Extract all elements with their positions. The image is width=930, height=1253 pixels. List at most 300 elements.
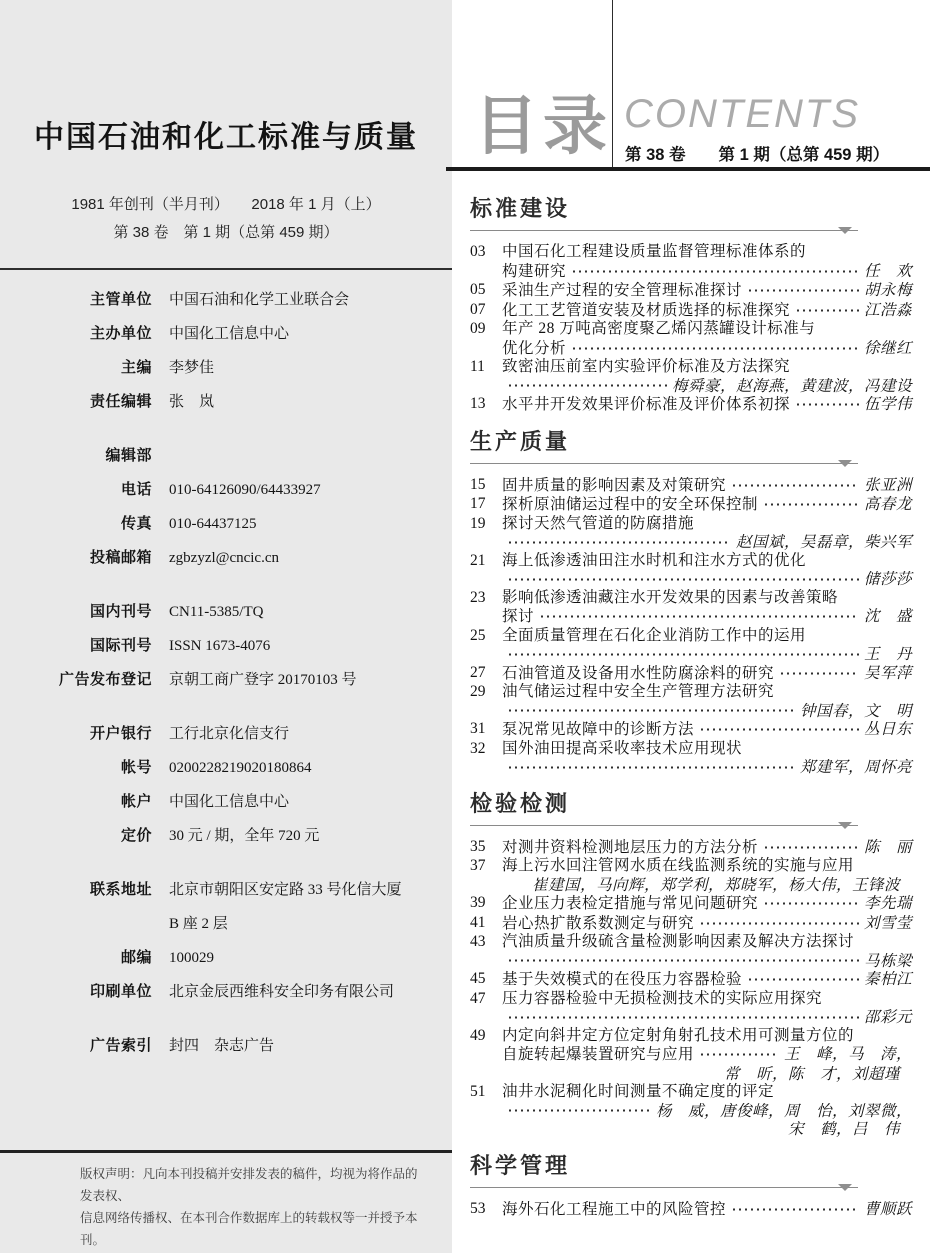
- info-value: [169, 670, 357, 690]
- entry-title-text: 固井质量的影响因素及对策研究: [502, 476, 727, 494]
- entry-title-text: 探讨天然气管道的防腐措施: [502, 514, 695, 532]
- info-value: [169, 548, 279, 568]
- header-horizontal-rule: [446, 167, 930, 171]
- info-label: 广告发布登记: [58, 671, 152, 688]
- entry-authors: 陈 丽: [863, 837, 912, 856]
- info-value-line1: 中国化工信息中心: [169, 794, 290, 810]
- entry-title-text: 油气储运过程中安全生产管理方法研究: [502, 683, 775, 700]
- entry-rows: [502, 720, 912, 740]
- dot-leader: [507, 383, 667, 388]
- info-row: [0, 1036, 452, 1056]
- triangle-marker-icon: [838, 822, 852, 829]
- journal-info-panel: [0, 0, 452, 1253]
- entry-row: [502, 914, 912, 934]
- entry-row: [502, 933, 912, 952]
- dot-leader: [763, 502, 859, 507]
- dot-leader: [699, 1052, 779, 1057]
- entry-authors: 高春龙: [863, 495, 912, 513]
- info-label: 投稿邮箱: [89, 549, 152, 566]
- entry-row: [502, 515, 912, 534]
- entry-rows: [502, 476, 912, 496]
- entry-authors: 张亚洲: [863, 475, 912, 494]
- section-underline: [470, 1187, 858, 1188]
- entry-title-text: 构建研究: [502, 262, 567, 280]
- entry-rows: [502, 358, 912, 395]
- entry-title-text: 油井水泥稠化时间测量不确定度的评定: [502, 1083, 775, 1100]
- info-row: [0, 948, 452, 968]
- entry-rows: [502, 301, 912, 321]
- entry-authors: 徐继红: [863, 338, 912, 357]
- entry-authors: 曹顺跃: [863, 1199, 912, 1218]
- toc-section: [470, 1153, 912, 1220]
- entry-page-number: 37: [470, 857, 486, 874]
- entry-authors: 梅舜豪，赵海燕，黄建波，冯建设: [671, 376, 912, 395]
- entry-authors: 胡永梅: [863, 281, 912, 299]
- entry-page-number: 31: [470, 720, 486, 737]
- entry-row: [502, 740, 912, 759]
- entry-rows: [502, 683, 912, 720]
- entry-rows: [502, 970, 912, 990]
- info-row: [0, 392, 452, 412]
- dot-leader: [507, 577, 859, 582]
- dot-leader: [763, 901, 859, 906]
- entry-rows: [502, 740, 912, 777]
- entry-row: [502, 377, 912, 396]
- copyright-line2: 信息网络传播权、在本刊合作数据库上的转载权等一并授予本刊。: [80, 1211, 418, 1247]
- toc-entry: [470, 1027, 912, 1084]
- dot-leader: [507, 652, 859, 657]
- entry-authors: 刘雪莹: [863, 913, 912, 932]
- entry-page-number: 45: [470, 970, 486, 987]
- entry-title-text: 影响低渗透油藏注水开发效果的因素与改善策略: [502, 588, 839, 606]
- info-value-line1: 100029: [169, 950, 214, 966]
- toc-title-en: CONTENTS: [624, 92, 860, 136]
- info-row: [0, 358, 452, 378]
- contents-panel: [452, 0, 930, 1253]
- entry-page-number: 53: [470, 1199, 486, 1217]
- dot-leader: [507, 708, 795, 713]
- dot-leader: [507, 958, 859, 963]
- toc-entry: [470, 627, 912, 664]
- dot-leader: [507, 1108, 651, 1113]
- entry-row: [502, 627, 912, 646]
- entry-page-number: 41: [470, 913, 486, 931]
- entry-page-number: 51: [470, 1083, 486, 1100]
- section-entries: [470, 1200, 912, 1220]
- dot-leader: [699, 921, 859, 926]
- entry-row: [502, 570, 912, 589]
- entry-title-text: 致密油压前室内实验评价标准及方法探究: [502, 358, 791, 375]
- section-heading: 生产质量: [470, 428, 571, 454]
- entry-title-text: 内定向斜井定方位定射角射孔技术用可测量方位的: [502, 1026, 855, 1044]
- info-label: 邮编: [120, 949, 152, 966]
- info-row: [0, 324, 452, 344]
- section-entries: [470, 243, 912, 415]
- entry-rows: [502, 320, 912, 358]
- dot-leader: [731, 483, 859, 488]
- entry-page-number: 23: [470, 588, 486, 606]
- entry-row: [502, 1083, 912, 1102]
- entry-row: [502, 970, 912, 990]
- entry-title-text: 对测井资料检测地层压力的方法分析: [502, 838, 759, 856]
- entry-row: [502, 320, 912, 339]
- entry-title-text: 企业压力表检定措施与常见问题研究: [502, 895, 759, 912]
- info-row: [0, 514, 452, 534]
- entry-row: [502, 1065, 912, 1084]
- toc-entry: [470, 320, 912, 358]
- toc-section: [470, 429, 912, 777]
- entry-rows: [502, 1200, 912, 1220]
- entry-row: [502, 952, 912, 971]
- entry-authors: 伍学伟: [863, 395, 912, 413]
- info-row: [0, 548, 452, 568]
- info-row: [0, 290, 452, 310]
- info-label: 定价: [120, 827, 152, 844]
- info-label: 电话: [120, 481, 152, 498]
- info-value-line2: B 座 2 层: [169, 916, 228, 932]
- entry-row: [502, 1120, 912, 1139]
- info-label: 广告索引: [89, 1037, 152, 1054]
- entry-row: [502, 395, 912, 415]
- info-label: 帐户: [120, 793, 152, 810]
- entry-authors: 任 欢: [863, 261, 912, 280]
- entry-title-text: 采油生产过程的安全管理标准探讨: [502, 282, 743, 299]
- dot-leader: [779, 671, 859, 676]
- triangle-marker-icon: [838, 1184, 852, 1191]
- toc-entry: [470, 395, 912, 415]
- info-value: [169, 602, 263, 622]
- info-value-line1: zgbzyzl@cncic.cn: [169, 550, 280, 566]
- triangle-marker-icon: [838, 460, 852, 467]
- journal-title: 中国石油和化工标准与质量: [34, 120, 418, 155]
- entry-page-number: 11: [470, 358, 485, 375]
- info-row: [0, 724, 452, 744]
- info-value-line1: 中国石油和化学工业联合会: [169, 292, 350, 308]
- entry-page-number: 49: [470, 1026, 486, 1044]
- toc-entry: [470, 933, 912, 970]
- info-row: [0, 636, 452, 656]
- section-entries: [470, 838, 912, 1139]
- info-value-line1: 北京金辰西维科安全印务有限公司: [169, 984, 395, 1000]
- entry-rows: [502, 243, 912, 281]
- toc-entry: [470, 838, 912, 858]
- toc-entry: [470, 495, 912, 515]
- entry-row: [502, 1102, 912, 1121]
- info-row: [0, 792, 452, 812]
- divider-rule: [0, 268, 452, 270]
- entry-title-text: 基于失效模式的在役压力容器检验: [502, 971, 743, 988]
- entry-rows: [502, 894, 912, 914]
- info-label: 主管单位: [89, 291, 152, 308]
- info-label: 开户银行: [89, 725, 152, 742]
- entry-row: [502, 990, 912, 1009]
- toc-sections: [470, 172, 912, 1219]
- info-row: [0, 758, 452, 778]
- entry-authors: 储莎莎: [863, 570, 912, 588]
- entry-page-number: 13: [470, 395, 486, 412]
- entry-row: [502, 262, 912, 282]
- entry-row: [502, 1045, 912, 1065]
- toc-entry: [470, 243, 912, 281]
- entry-row: [502, 857, 912, 876]
- dot-leader: [507, 540, 731, 545]
- entry-authors: 王 丹: [863, 645, 912, 663]
- entry-rows: [502, 664, 912, 684]
- copyright-line1: 版权声明：凡向本刊投稿并安排发表的稿件，均视为将作品的发表权、: [80, 1167, 418, 1203]
- header-vertical-rule: [612, 0, 613, 170]
- entry-authors: 钟国春，文 明: [799, 701, 912, 720]
- entry-title-text: 岩心热扩散系数测定与研究: [502, 914, 695, 932]
- entry-rows: [502, 281, 912, 301]
- entry-title-text: 年产 28 万吨高密度聚乙烯闪蒸罐设计标准与: [502, 320, 816, 337]
- dot-leader: [571, 269, 859, 274]
- dot-leader: [507, 1015, 859, 1020]
- entry-title-text: 探析原油储运过程中的安全环保控制: [502, 496, 759, 513]
- info-value-line1: CN11-5385/TQ: [169, 604, 264, 620]
- entry-authors: 丛日东: [863, 720, 912, 738]
- entry-rows: [502, 914, 912, 934]
- info-label: 主办单位: [89, 325, 152, 342]
- info-value: [169, 392, 214, 412]
- toc-entry: [470, 683, 912, 720]
- entry-row: [502, 876, 912, 895]
- entry-authors: 杨 威，唐俊峰，周 怡，刘翠微，: [655, 1101, 912, 1120]
- entry-page-number: 32: [470, 739, 486, 757]
- section-underline: [470, 230, 858, 231]
- toc-entry: [470, 894, 912, 914]
- entry-page-number: 05: [470, 281, 486, 298]
- toc-entry: [470, 720, 912, 740]
- info-label: 传真: [120, 515, 152, 532]
- entry-authors: 常 昕，陈 才，刘超瑾: [723, 1064, 900, 1083]
- entry-authors: 沈 盛: [863, 607, 912, 625]
- info-rows: [0, 290, 452, 1070]
- entry-authors: 崔建国，马向辉，郑学利，郑晓军，杨大伟，王锋波: [531, 875, 900, 894]
- info-value: [169, 324, 289, 344]
- entry-title-text: 海上污水回注管网水质在线监测系统的实施与应用: [502, 857, 855, 874]
- entry-row: [502, 495, 912, 515]
- entry-page-number: 47: [470, 989, 486, 1007]
- info-value: [169, 480, 321, 500]
- entry-row: [502, 339, 912, 359]
- info-row: [0, 880, 452, 934]
- entry-row: [502, 645, 912, 664]
- entry-authors: 秦柏江: [863, 970, 912, 988]
- info-row: [0, 826, 452, 846]
- toc-entry: [470, 664, 912, 684]
- entry-row: [502, 894, 912, 914]
- info-label: 帐号: [120, 759, 152, 776]
- entry-row: [502, 607, 912, 627]
- info-value: [169, 1036, 274, 1056]
- toc-title-cn: 目录: [474, 90, 612, 162]
- info-value-line1: 封四 杂志广告: [169, 1038, 275, 1054]
- entry-title-text: 水平井开发效果评价标准及评价体系初探: [502, 396, 791, 413]
- entry-row: [502, 1027, 912, 1046]
- entry-authors: 马栋梁: [863, 951, 912, 970]
- entry-rows: [502, 933, 912, 970]
- dot-leader: [571, 346, 859, 351]
- info-value: [169, 358, 214, 378]
- toc-entry: [470, 358, 912, 395]
- section-entries: [470, 476, 912, 777]
- toc-entry: [470, 515, 912, 552]
- dot-leader: [507, 765, 795, 770]
- entry-row: [502, 1200, 912, 1220]
- entry-row: [502, 720, 912, 740]
- info-value: [169, 758, 312, 778]
- toc-entry: [470, 740, 912, 777]
- section-heading: 科学管理: [470, 1152, 571, 1178]
- toc-entry: [470, 589, 912, 627]
- footer-rule: [0, 1150, 452, 1153]
- info-value: [169, 792, 289, 812]
- dot-leader: [747, 977, 859, 982]
- entry-row: [502, 664, 912, 684]
- entry-row: [502, 358, 912, 377]
- entry-title-text: 自旋转起爆装置研究与应用: [502, 1046, 695, 1063]
- info-value-line1: 工行北京化信支行: [169, 726, 290, 742]
- toc-section: [470, 791, 912, 1139]
- info-label: 联系地址: [89, 881, 152, 898]
- info-value-line1: 010-64437125: [169, 516, 257, 532]
- section-heading: 标准建设: [470, 196, 571, 221]
- info-label: 国际刊号: [89, 637, 152, 654]
- toc-entry: [470, 1083, 912, 1139]
- info-label: 印刷单位: [89, 983, 152, 1000]
- info-value: [169, 514, 257, 534]
- toc-issue-info: 第 38 卷 第 1 期（总第 459 期）: [625, 146, 890, 164]
- info-value-line1: 京朝工商广登字 20170103 号: [169, 672, 357, 688]
- dot-leader: [731, 1207, 859, 1212]
- entry-rows: [502, 627, 912, 664]
- toc-entry: [470, 301, 912, 321]
- entry-row: [502, 281, 912, 301]
- info-label: 国内刊号: [89, 603, 152, 620]
- entry-row: [502, 301, 912, 321]
- founding-issue-line: 1981 年创刊（半月刊） 2018 年 1 月（上）: [71, 196, 381, 213]
- entry-authors: 江浩淼: [863, 300, 912, 319]
- entry-rows: [502, 552, 912, 589]
- entry-page-number: 29: [470, 683, 486, 700]
- entry-title-text: 中国石化工程建设质量监督管理标准体系的: [502, 243, 807, 260]
- entry-title-text: 化工工艺管道安装及材质选择的标准探究: [502, 301, 791, 319]
- info-row: [0, 480, 452, 500]
- entry-rows: [502, 1027, 912, 1084]
- entry-row: [502, 552, 912, 571]
- entry-authors: 郑建军，周怀亮: [799, 758, 912, 776]
- entry-page-number: 17: [470, 495, 486, 512]
- dot-leader: [747, 288, 859, 293]
- toc-section: [470, 196, 912, 415]
- dot-leader: [539, 614, 859, 619]
- entry-title-text: 泵况常见故障中的诊断方法: [502, 721, 695, 738]
- entry-page-number: 35: [470, 837, 486, 855]
- info-row: [0, 982, 452, 1002]
- triangle-marker-icon: [838, 227, 852, 234]
- entry-title-text: 海外石化工程施工中的风险管控: [502, 1200, 727, 1218]
- section-heading: 检验检测: [470, 790, 571, 816]
- info-value: [169, 880, 402, 934]
- entry-rows: [502, 838, 912, 858]
- info-value-line1: 中国化工信息中心: [169, 326, 290, 342]
- info-value: [169, 290, 349, 310]
- toc-entry: [470, 552, 912, 589]
- info-value: [169, 724, 289, 744]
- entry-rows: [502, 857, 912, 894]
- info-value-line1: 张 岚: [169, 394, 215, 410]
- entry-title-text: 石油管道及设备用水性防腐涂料的研究: [502, 664, 775, 682]
- info-value-line1: ISSN 1673-4076: [169, 638, 271, 654]
- entry-page-number: 09: [470, 320, 486, 337]
- info-label: 编辑部: [105, 447, 152, 464]
- entry-page-number: 27: [470, 663, 486, 681]
- info-row: [0, 602, 452, 622]
- toc-entry: [470, 857, 912, 894]
- entry-page-number: 39: [470, 894, 486, 911]
- copyright-notice: [80, 1163, 428, 1251]
- entry-title-text: 压力容器检验中无损检测技术的实际应用探究: [502, 989, 823, 1007]
- info-label: 主编: [120, 359, 152, 376]
- entry-authors: 赵国斌，吴磊章，柴兴军: [735, 533, 912, 551]
- entry-rows: [502, 589, 912, 627]
- entry-row: [502, 1008, 912, 1027]
- entry-page-number: 19: [470, 514, 486, 532]
- info-value-line1: 0200228219020180864: [169, 760, 312, 776]
- entry-title-text: 探讨: [502, 608, 535, 625]
- info-label: 责任编辑: [89, 393, 152, 410]
- entry-rows: [502, 495, 912, 515]
- info-row: [0, 446, 452, 466]
- entry-page-number: 03: [470, 243, 486, 260]
- entry-rows: [502, 395, 912, 415]
- entry-authors: 吴军萍: [863, 663, 912, 682]
- entry-row: [502, 476, 912, 496]
- dot-leader: [795, 402, 859, 407]
- info-value: [169, 948, 214, 968]
- toc-entry: [470, 476, 912, 496]
- entry-page-number: 43: [470, 933, 486, 950]
- entry-authors: 王 峰，马 涛，: [783, 1045, 912, 1063]
- entry-page-number: 07: [470, 300, 486, 318]
- entry-row: [502, 683, 912, 702]
- info-value-line1: 李梦佳: [169, 360, 215, 376]
- entry-row: [502, 589, 912, 608]
- entry-row: [502, 243, 912, 262]
- info-value-line1: 北京市朝阳区安定路 33 号化信大厦: [169, 882, 402, 898]
- entry-rows: [502, 1083, 912, 1139]
- section-underline: [470, 825, 858, 826]
- info-value: [169, 982, 394, 1002]
- entry-authors: 邵彩元: [863, 1008, 912, 1026]
- toc-entry: [470, 970, 912, 990]
- entry-page-number: 25: [470, 626, 486, 644]
- entry-authors: 李先瑞: [863, 894, 912, 912]
- entry-title-text: 全面质量管理在石化企业消防工作中的运用: [502, 626, 807, 644]
- section-underline: [470, 463, 858, 464]
- toc-entry: [470, 281, 912, 301]
- entry-authors: 宋 鹤，吕 伟: [787, 1120, 900, 1138]
- info-row: [0, 670, 452, 690]
- entry-row: [502, 758, 912, 777]
- info-value-line1: 30 元 / 期，全年 720 元: [169, 828, 320, 844]
- entry-row: [502, 533, 912, 552]
- entry-rows: [502, 990, 912, 1027]
- toc-entry: [470, 1200, 912, 1220]
- toc-entry: [470, 990, 912, 1027]
- info-value-line1: 010-64126090/64433927: [169, 482, 321, 498]
- volume-issue-line: 第 38 卷 第 1 期（总第 459 期）: [113, 224, 339, 241]
